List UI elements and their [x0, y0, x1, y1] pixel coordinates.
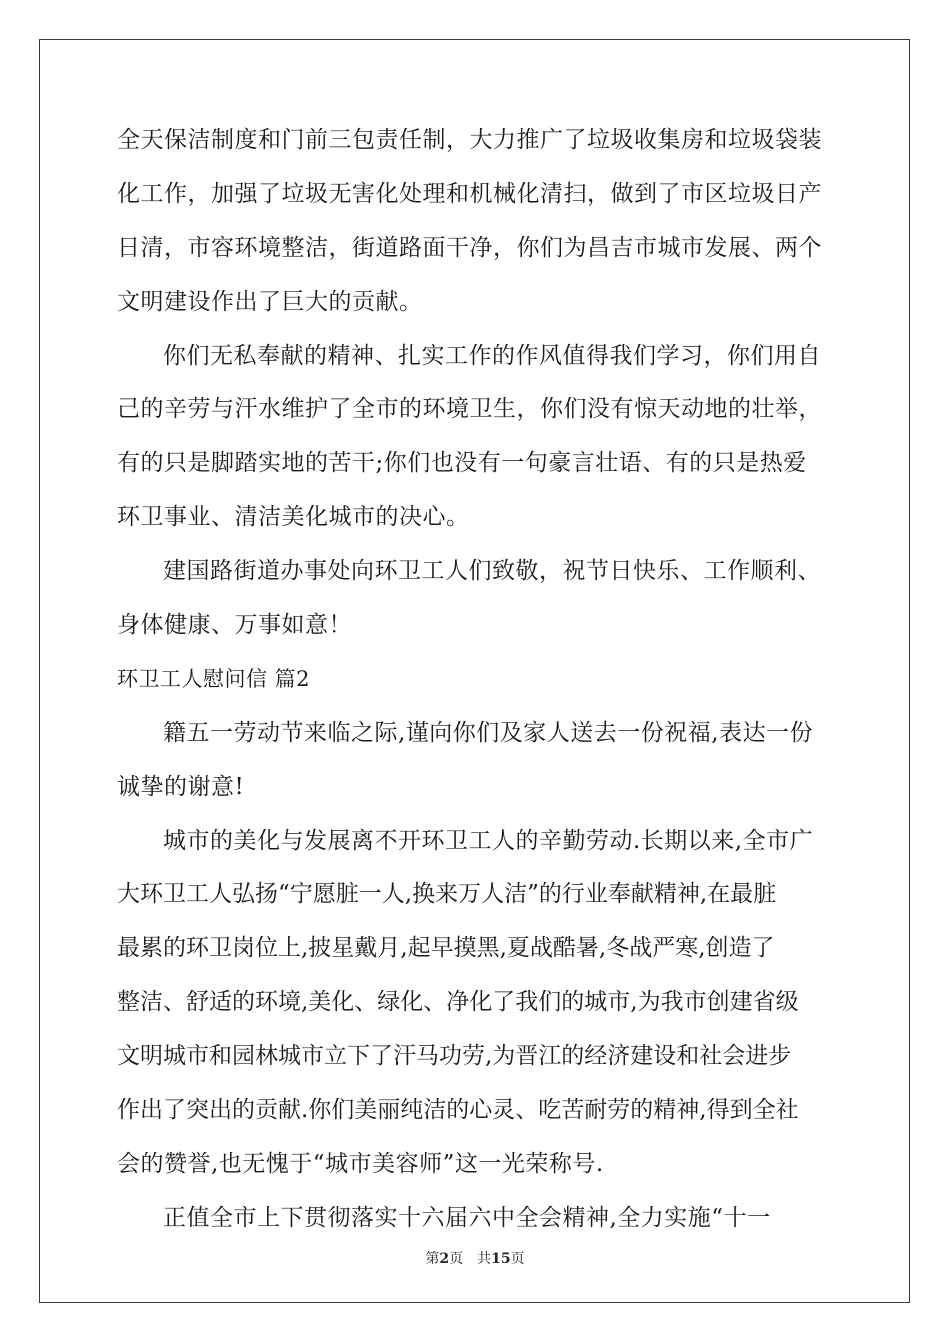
text-line: 文明建设作出了巨大的贡献。	[117, 288, 423, 315]
page-number-total: 15	[491, 1251, 511, 1267]
text-line: 作出了突出的贡献.你们美丽纯洁的心灵、吃苦耐劳的精神,得到全社	[117, 1097, 799, 1124]
page-footer	[0, 1248, 950, 1268]
page-number-prefix: 第	[425, 1251, 440, 1267]
text-line: 最累的环卫岗位上,披星戴月,起早摸黑,夏战酷暑,冬战严寒,创造了	[117, 935, 775, 962]
text-line: 身体健康、万事如意！	[117, 612, 352, 639]
text-line: 己的辛劳与汗水维护了全市的环境卫生，你们没有惊天动地的壮举，	[117, 396, 822, 423]
text-line: 你们无私奉献的精神、扎实工作的作风值得我们学习，你们用自	[163, 342, 821, 369]
text-line: 正值全市上下贯彻落实十六届六中全会精神,全力实施“十一	[163, 1204, 771, 1231]
text-line: 城市的美化与发展离不开环卫工人的辛勤劳动.长期以来,全市广	[163, 827, 814, 854]
text-line: 日清，市容环境整洁，街道路面干净，你们为昌吉市城市发展、两个	[117, 234, 822, 261]
text-line: 文明城市和园林城市立下了汗马功劳,为晋江的经济建设和社会进步	[117, 1043, 792, 1070]
document-body	[117, 126, 837, 1258]
text-line: 有的只是脚踏实地的苦干;你们也没有一句豪言壮语、有的只是热爱	[117, 450, 807, 477]
text-line: 大环卫工人弘扬“宁愿脏一人,换来万人洁”的行业奉献精神,在最脏	[117, 881, 777, 908]
page-number-suffix: 页	[449, 1251, 464, 1267]
page-number-current: 2	[439, 1251, 450, 1267]
text-line: 化工作，加强了垃圾无害化处理和机械化清扫，做到了市区垃圾日产	[117, 180, 822, 207]
text-line: 诚挚的谢意!	[117, 773, 245, 800]
text-line: 籍五一劳动节来临之际,谨向你们及家人送去一份祝福,表达一份	[163, 719, 814, 746]
text-line: 全天保洁制度和门前三包责任制，大力推广了垃圾收集房和垃圾袋装	[117, 127, 822, 153]
section-heading: 环卫工人慰问信 篇2	[117, 666, 311, 691]
text-line: 环卫事业、清洁美化城市的决心。	[117, 504, 470, 531]
text-line: 会的赞誉,也无愧于“城市美容师”这一光荣称号.	[117, 1150, 604, 1177]
page-total-suffix: 页	[510, 1251, 525, 1267]
text-line: 整洁、舒适的环境,美化、绿化、净化了我们的城市,为我市创建省级	[117, 989, 799, 1016]
page-total-prefix: 共	[477, 1251, 492, 1267]
text-line: 建国路街道办事处向环卫工人们致敬，祝节日快乐、工作顺利、	[163, 558, 821, 585]
